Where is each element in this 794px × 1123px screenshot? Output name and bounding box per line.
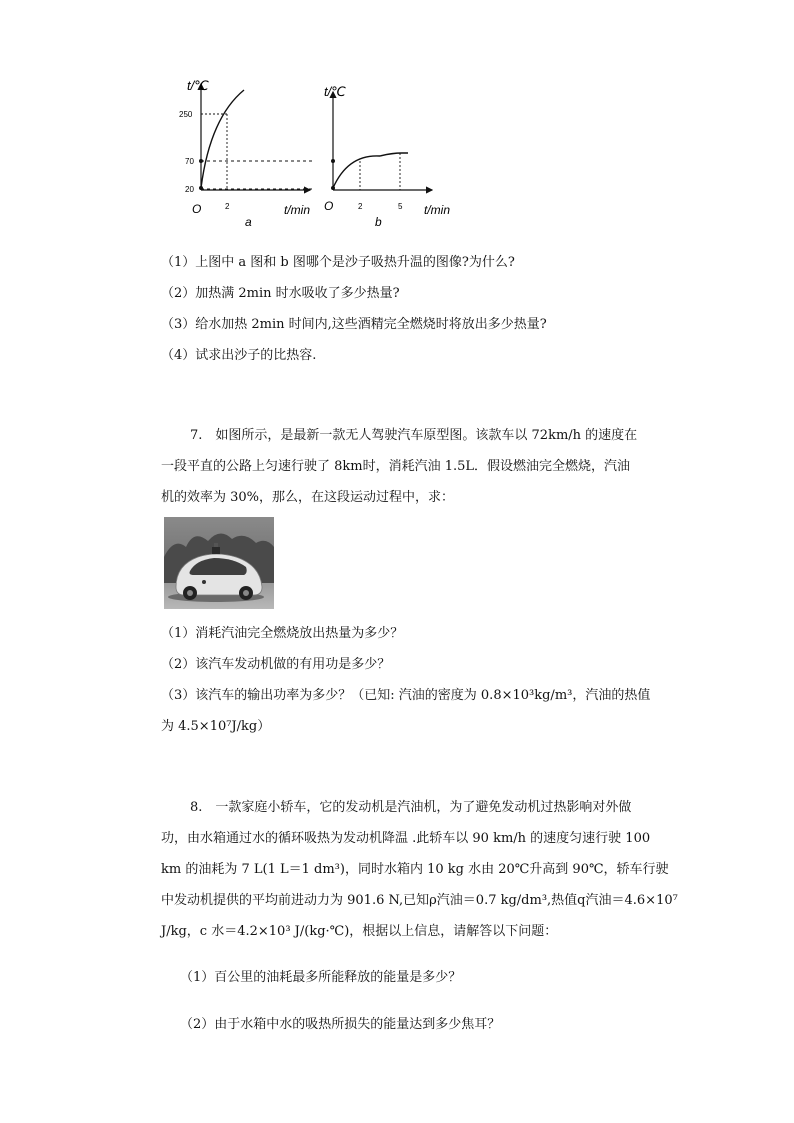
q7-sub2: （2）该汽车发动机做的有用功是多少？ <box>161 657 391 672</box>
graph-b-caption: b <box>375 215 382 229</box>
q7-sub3-continued: 为 4.5×10⁷J/kg） <box>161 719 271 734</box>
graph-a-y-label: t/℃ <box>187 78 209 93</box>
graph-b <box>320 70 470 230</box>
graph-a-caption: a <box>245 215 252 229</box>
graph-b-x-label: t/min <box>424 203 451 217</box>
graph-a-origin: O <box>192 202 202 216</box>
q8-line1: 8. 一款家庭小轿车，它的发动机是汽油机，为了避免发动机过热影响对外做 <box>190 800 632 815</box>
graph-b-x-tick-2: 2 <box>358 202 363 211</box>
graph-a-tick-20: 20 <box>185 185 194 194</box>
q7-sub3: （3）该汽车的输出功率为多少？（已知: 汽油的密度为 0.8×10³kg/m³，汽油的热值 <box>161 688 651 703</box>
q7-line3: 机的效率为 30%，那么，在这段运动过程中，求： <box>161 490 455 505</box>
graph-b-y-label: t/℃ <box>324 84 346 99</box>
graph-a-tick-250: 250 <box>179 110 193 119</box>
graph-a-x-label: t/min <box>284 203 311 217</box>
graph-a-x-tick-2: 2 <box>225 202 230 211</box>
q7-line2: 一段平直的公路上匀速行驶了 8km时，消耗汽油 1.5L．假设燃油完全燃烧，汽油 <box>161 459 631 474</box>
graph-a-tick-70: 70 <box>185 157 194 166</box>
q8-sub1: （1）百公里的油耗最多所能释放的能量是多少？ <box>180 970 462 985</box>
graph-b-curve <box>333 153 408 188</box>
driverless-car-photo <box>164 517 274 609</box>
q8-line4: 中发动机提供的平均前进动力为 901.6 N,已知ρ汽油＝0.7 kg/dm³,热值q汽油＝4.6×10⁷ <box>161 893 678 908</box>
q8-line3: km 的油耗为 7 L(1 L＝1 dm³)，同时水箱内 10 kg 水由 20℃升高到 90℃，轿车行驶 <box>161 862 669 877</box>
graph-a <box>170 70 330 230</box>
q8-sub2: （2）由于水箱中水的吸热所损失的能量达到多少焦耳？ <box>180 1017 501 1032</box>
q6-sub3: （3）给水加热 2min 时间内,这些酒精完全燃烧时将放出多少热量? <box>161 317 547 332</box>
q7-sub1: （1）消耗汽油完全燃烧放出热量为多少？ <box>161 626 404 641</box>
graph-a-curve <box>201 90 244 188</box>
q7-line1: 7. 如图所示，是最新一款无人驾驶汽车原型图。该款车以 72km/h 的速度在 <box>190 428 638 443</box>
q6-sub2: （2）加热满 2min 时水吸收了多少热量? <box>161 286 400 301</box>
q8-line2: 功，由水箱通过水的循环吸热为发动机降温 .此轿车以 90 km/h 的速度匀速行驶 100 <box>161 831 651 846</box>
graph-b-origin: O <box>324 199 334 213</box>
q6-sub1: （1）上图中 a 图和 b 图哪个是沙子吸热升温的图像?为什么? <box>161 255 515 270</box>
q8-line5: J/kg，c 水＝4.2×10³ J/(kg·℃)，根据以上信息，请解答以下问题： <box>161 924 558 939</box>
graph-b-x-tick-5: 5 <box>398 202 403 211</box>
q6-sub4: （4）试求出沙子的比热容. <box>161 348 317 363</box>
